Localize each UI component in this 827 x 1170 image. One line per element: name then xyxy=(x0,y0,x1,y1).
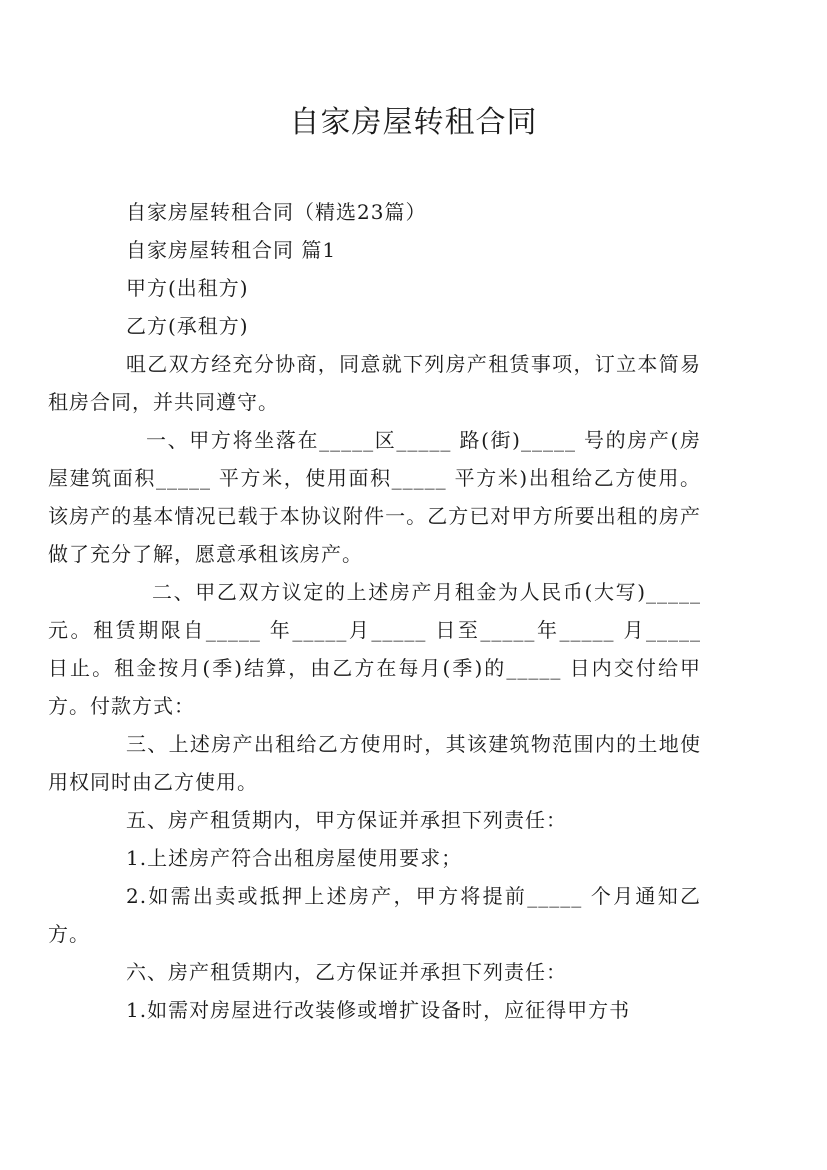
paragraph-party-a: 甲方(出租方) xyxy=(126,276,249,300)
paragraph-clause-5: 五、房产租赁期内，甲方保证并承担下列责任： xyxy=(126,808,567,832)
paragraph-clause-5-item-1: 1.上述房产符合出租房屋使用要求； xyxy=(126,846,463,870)
paragraph-party-b: 乙方(承租方) xyxy=(126,314,249,338)
paragraph-subtitle: 自家房屋转租合同（精选23篇） xyxy=(126,200,427,224)
paragraph-preamble: 咀乙双方经充分协商，同意就下列房产租赁事项，订立本简易租房合同，并共同遵守。 xyxy=(48,352,701,414)
paragraph-clause-3: 三、上述房产出租给乙方使用时，其该建筑物范围内的土地使用权同时由乙方使用。 xyxy=(48,732,701,794)
paragraph-section-heading: 自家房屋转租合同 篇1 xyxy=(126,238,337,262)
document-title: 自家房屋转租合同 xyxy=(289,105,538,140)
document-body xyxy=(48,193,701,1029)
paragraph-clause-1: 一、甲方将坐落在_____区_____ 路(街)_____ 号的房产(房屋建筑面积_____ 平方米，使用面积_____ 平方米)出租给乙方使用。该房产的基本情况已载于本协议附件一。乙方已对甲方所要出租的房产做了充分了解，愿意承租该房产。 xyxy=(48,428,701,566)
paragraph-clause-6-item-1: 1.如需对房屋进行改装修或增扩设备时，应征得甲方书 xyxy=(126,998,631,1022)
paragraph-clause-6: 六、房产租赁期内，乙方保证并承担下列责任： xyxy=(126,960,567,984)
paragraph-clause-2: 二、甲乙双方议定的上述房产月租金为人民币(大写)_____ 元。租赁期限自_____ 年_____月_____ 日至_____年_____ 月_____ 日止。租金按月(季)结算，由乙方在每月(季)的_____ 日内交付给甲方。付款方式： xyxy=(48,580,701,718)
paragraph-clause-5-item-2: 2.如需出卖或抵押上述房产，甲方将提前_____ 个月通知乙方。 xyxy=(48,884,701,946)
